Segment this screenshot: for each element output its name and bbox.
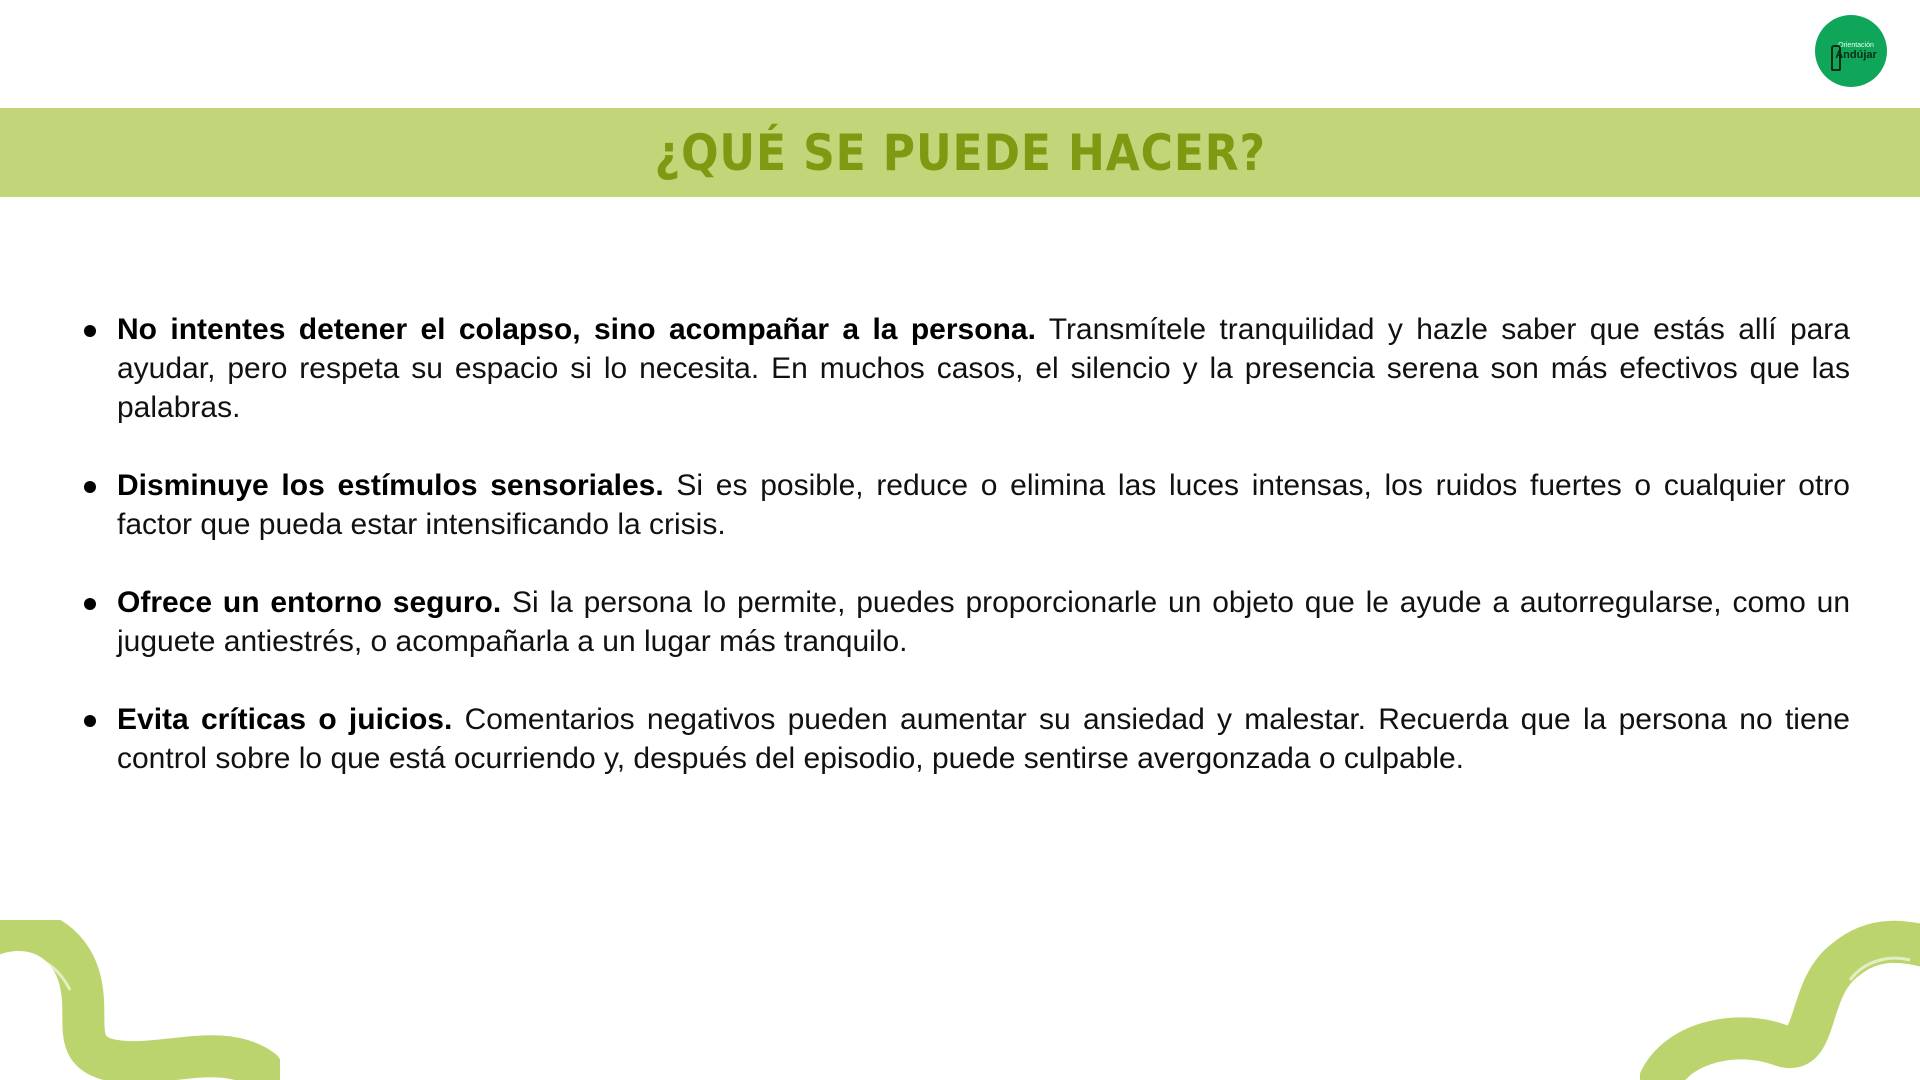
item-text: Comentarios negativos pueden aumentar su ansiedad y malestar. Recuerda que la persona no tiene control sobre lo que está ocurriendo y, después del episodio, puede sentirse avergonzada o culpable. [117, 703, 1850, 775]
bullet-list-container [80, 310, 1850, 817]
list-item [80, 466, 1850, 544]
item-heading: No intentes detener el colapso, sino acompañar a la persona. [117, 313, 1036, 346]
item-heading: Disminuye los estímulos sensoriales. [117, 469, 664, 502]
item-heading: Evita críticas o juicios. [117, 703, 453, 736]
item-text: Transmítele tranquilidad y hazle saber que estás allí para ayudar, pero respeta su espacio si lo necesita. En muchos casos, el silencio y la presencia serena son más efectivos que las palabras. [117, 313, 1850, 424]
bullet-list [80, 310, 1850, 778]
logo-name: Andújar [1835, 48, 1877, 61]
item-heading: Ofrece un entorno seguro. [117, 586, 502, 619]
item-text: Si es posible, reduce o elimina las luces intensas, los ruidos fuertes o cualquier otro factor que pueda estar intensificando la crisis. [117, 469, 1850, 541]
list-item [80, 583, 1850, 661]
logo-top-text: Orientación [1838, 41, 1874, 49]
brush-decoration-right [1640, 920, 1920, 1080]
brush-decoration-left [0, 920, 280, 1080]
page-title: ¿QUÉ SE PUEDE HACER? [654, 123, 1266, 182]
list-item [80, 310, 1850, 427]
pencil-icon [1831, 45, 1841, 71]
item-text: Si la persona lo permite, puedes proporcionarle un objeto que le ayude a autorregularse, como un juguete antiestrés, o acompañarla a un lugar más tranquilo. [117, 586, 1851, 658]
logo-badge [1815, 15, 1887, 87]
title-banner [0, 108, 1920, 197]
list-item [80, 700, 1850, 778]
